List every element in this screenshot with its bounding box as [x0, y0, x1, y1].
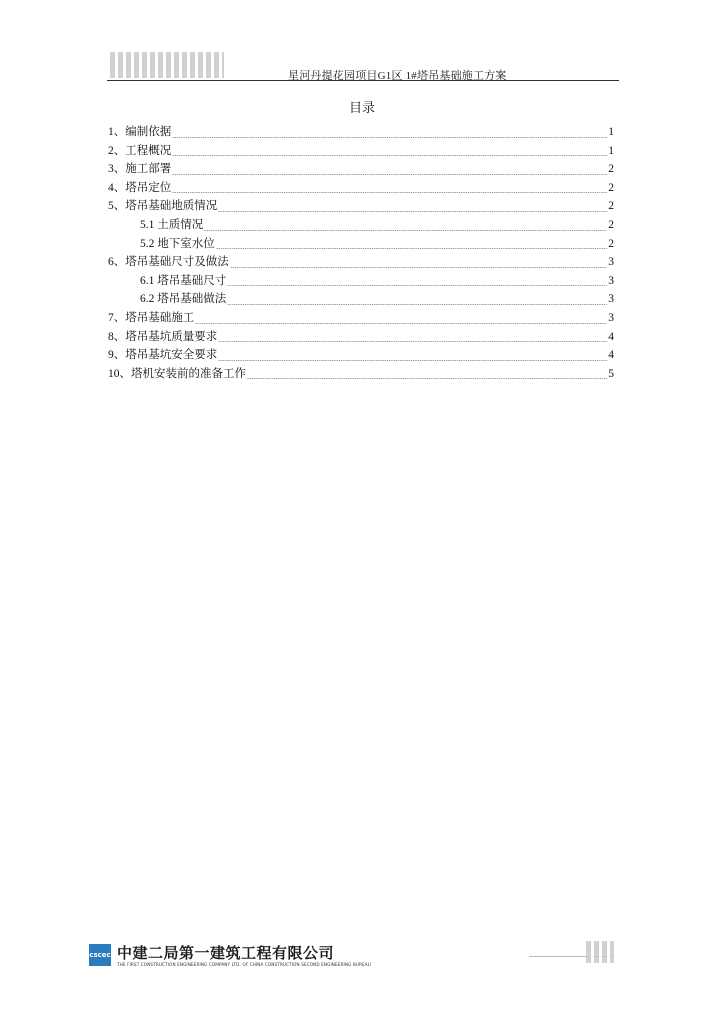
toc-entry[interactable] [108, 346, 614, 365]
toc-entry-label: 6、塔吊基础尺寸及做法 [108, 256, 229, 269]
toc-entry[interactable] [108, 179, 614, 198]
dot-leader [172, 192, 607, 193]
toc-entry-page: 2 [608, 218, 614, 231]
toc-entry[interactable] [108, 253, 614, 272]
toc-title: 目录 [348, 100, 375, 115]
dot-leader [172, 137, 607, 138]
dot-leader [216, 248, 608, 249]
toc-entry-page: 3 [608, 293, 614, 306]
toc-entry-page: 1 [608, 144, 614, 157]
toc-entry-page: 3 [608, 311, 614, 324]
toc-entry[interactable] [108, 365, 614, 384]
toc-entry-page: 4 [608, 349, 614, 362]
toc-entry-label: 3、施工部署 [108, 163, 172, 176]
dot-leader [218, 211, 607, 212]
dot-leader [218, 360, 607, 361]
toc-entry[interactable] [108, 197, 614, 216]
company-logo-icon: cscec [89, 944, 111, 966]
toc-entry-label: 1、编制依据 [108, 126, 172, 138]
toc-entry-page: 2 [608, 181, 614, 194]
toc-entry[interactable] [108, 160, 614, 179]
dot-leader [172, 155, 607, 156]
header-title: 星河丹提花园项目G1区 1#塔吊基础施工方案 [288, 70, 507, 82]
dot-leader [230, 267, 608, 268]
toc-entry-label: 5.2 地下室水位 [140, 237, 215, 250]
dot-leader [227, 285, 607, 286]
toc-entry-label: 6.1 塔吊基础尺寸 [140, 274, 227, 287]
dot-leader [247, 378, 607, 379]
toc-entry-page: 2 [608, 237, 614, 250]
toc-entry-page: 5 [608, 367, 614, 380]
dot-leader [195, 323, 607, 324]
toc-entry[interactable] [108, 142, 614, 161]
toc-entry-label: 9、塔吊基坑安全要求 [108, 349, 218, 362]
toc-entry-label: 8、塔吊基坑质量要求 [108, 330, 218, 343]
toc-entry-label: 10、塔机安装前的准备工作 [108, 367, 246, 380]
table-of-contents [108, 123, 614, 383]
toc-entry-label: 4、塔吊定位 [108, 181, 172, 194]
toc-entry[interactable] [108, 328, 614, 347]
toc-entry-label: 2、工程概况 [108, 144, 172, 157]
toc-entry-label: 5.1 土质情况 [140, 218, 204, 231]
toc-entry-label: 7、塔吊基础施工 [108, 311, 195, 324]
toc-entry[interactable] [108, 272, 614, 291]
toc-entry-page: 1 [608, 126, 614, 138]
toc-entry-page: 2 [608, 200, 614, 213]
footer-logo-pattern [586, 941, 614, 963]
toc-entry-page: 4 [608, 330, 614, 343]
toc-entry[interactable] [108, 216, 614, 235]
toc-entry-page: 3 [608, 256, 614, 269]
dot-leader [204, 230, 607, 231]
toc-entry[interactable] [108, 235, 614, 254]
toc-entry-label: 6.2 塔吊基础做法 [140, 293, 227, 306]
footer-company-english: THE FIRST CONSTRUCTION ENGINEERING COMPANY LTD. OF CHINA CONSTRUCTION SECOND ENGINEERING BUREAU [117, 962, 371, 967]
toc-entry[interactable] [108, 290, 614, 309]
dot-leader [218, 341, 607, 342]
toc-entry-label: 5、塔吊基础地质情况 [108, 200, 218, 213]
toc-entry-page: 3 [608, 274, 614, 287]
toc-entry[interactable] [108, 309, 614, 328]
footer-company-name: 中建二局第一建筑工程有限公司 [117, 944, 335, 962]
header-divider [107, 80, 619, 81]
dot-leader [227, 304, 607, 305]
toc-entry-page: 2 [608, 163, 614, 176]
toc-entry[interactable] [108, 123, 614, 142]
dot-leader [172, 174, 607, 175]
header-logo-pattern [110, 52, 224, 78]
